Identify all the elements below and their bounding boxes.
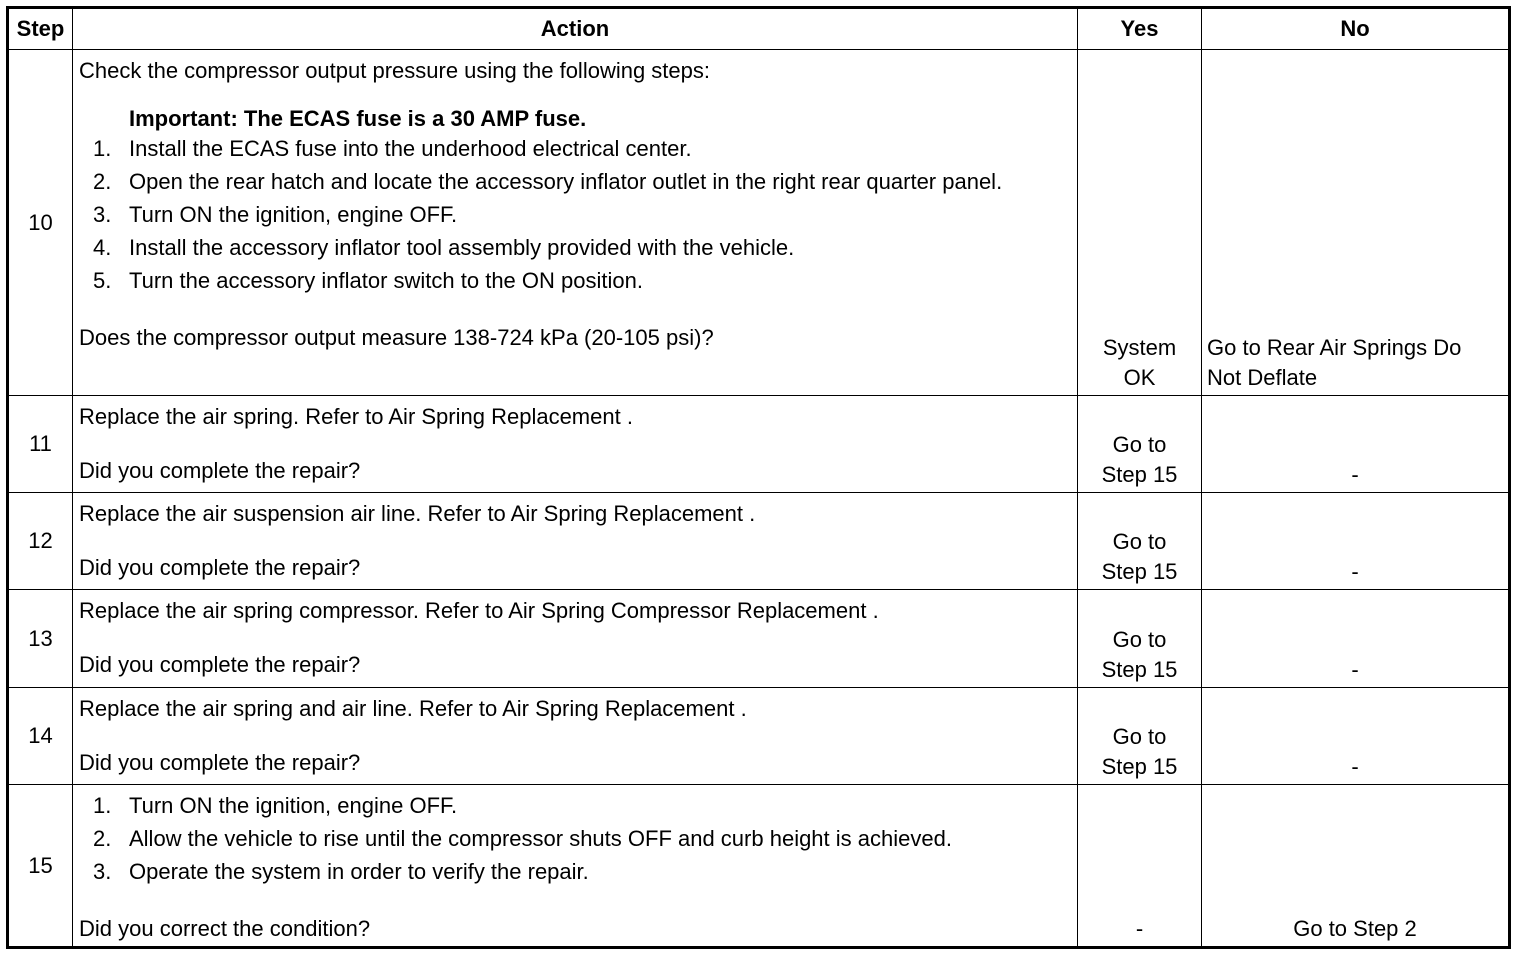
- yes-cell: Go to Step 15: [1078, 396, 1202, 493]
- action-question: Did you complete the repair?: [79, 458, 361, 483]
- list-item: 1. Turn ON the ignition, engine OFF.: [93, 793, 458, 818]
- yes-cell: Go to Step 15: [1078, 590, 1202, 688]
- list-item: 3. Operate the system in order to verify the repair.: [93, 859, 589, 884]
- step-number: 14: [8, 688, 73, 785]
- header-step: Step: [8, 8, 73, 50]
- yes-cell: Go to Step 15: [1078, 688, 1202, 785]
- diagnostic-table: [6, 6, 1511, 949]
- header-row: [8, 8, 1510, 50]
- action-cell: [73, 493, 1078, 590]
- yes-cell: System OK: [1078, 50, 1202, 396]
- list-item: 2. Open the rear hatch and locate the accessory inflator outlet in the right rear quarter panel.: [93, 169, 1003, 194]
- header-action: Action: [73, 8, 1078, 50]
- list-item: 3. Turn ON the ignition, engine OFF.: [93, 202, 458, 227]
- table-row-step-14: [8, 688, 1510, 785]
- header-no: No: [1202, 8, 1510, 50]
- no-cell: -: [1202, 493, 1510, 590]
- yes-cell: -: [1078, 785, 1202, 948]
- action-intro: Check the compressor output pressure using the following steps:: [79, 58, 710, 83]
- action-question: Did you complete the repair?: [79, 555, 361, 580]
- procedure-list: [79, 134, 1071, 296]
- important-note: Important: The ECAS fuse is a 30 AMP fuse.: [129, 106, 587, 131]
- action-text: Replace the air spring compressor. Refer to Air Spring Compressor Replacement .: [79, 598, 879, 623]
- list-item: 1. Install the ECAS fuse into the underhood electrical center.: [93, 136, 692, 161]
- no-cell: Go to Rear Air Springs Do Not Deflate: [1202, 50, 1510, 396]
- table-row-step-10: [8, 50, 1510, 396]
- list-item: 5. Turn the accessory inflator switch to the ON position.: [93, 268, 643, 293]
- header-yes: Yes: [1078, 8, 1202, 50]
- action-cell: [73, 785, 1078, 948]
- step-number: 10: [8, 50, 73, 396]
- action-cell: [73, 396, 1078, 493]
- table-row-step-13: [8, 590, 1510, 688]
- step-number: 12: [8, 493, 73, 590]
- list-item: 2. Allow the vehicle to rise until the compressor shuts OFF and curb height is achieved.: [93, 826, 952, 851]
- action-question: Does the compressor output measure 138-724 kPa (20-105 psi)?: [79, 325, 714, 350]
- action-text: Replace the air suspension air line. Refer to Air Spring Replacement .: [79, 501, 756, 526]
- action-cell: [73, 688, 1078, 785]
- action-cell: [73, 590, 1078, 688]
- table-row-step-11: [8, 396, 1510, 493]
- table-row-step-12: [8, 493, 1510, 590]
- table-row-step-15: [8, 785, 1510, 948]
- step-number: 11: [8, 396, 73, 493]
- action-question: Did you complete the repair?: [79, 750, 361, 775]
- action-text: Replace the air spring and air line. Refer to Air Spring Replacement .: [79, 696, 747, 721]
- no-cell: -: [1202, 590, 1510, 688]
- list-item: 4. Install the accessory inflator tool assembly provided with the vehicle.: [93, 235, 795, 260]
- step-number: 15: [8, 785, 73, 948]
- yes-cell: Go to Step 15: [1078, 493, 1202, 590]
- no-cell: -: [1202, 396, 1510, 493]
- action-text: Replace the air spring. Refer to Air Spring Replacement .: [79, 404, 633, 429]
- action-question: Did you complete the repair?: [79, 652, 361, 677]
- step-number: 13: [8, 590, 73, 688]
- no-cell: -: [1202, 688, 1510, 785]
- procedure-list: [79, 791, 1071, 887]
- action-cell: [73, 50, 1078, 396]
- no-cell: Go to Step 2: [1202, 785, 1510, 948]
- action-question: Did you correct the condition?: [79, 916, 371, 941]
